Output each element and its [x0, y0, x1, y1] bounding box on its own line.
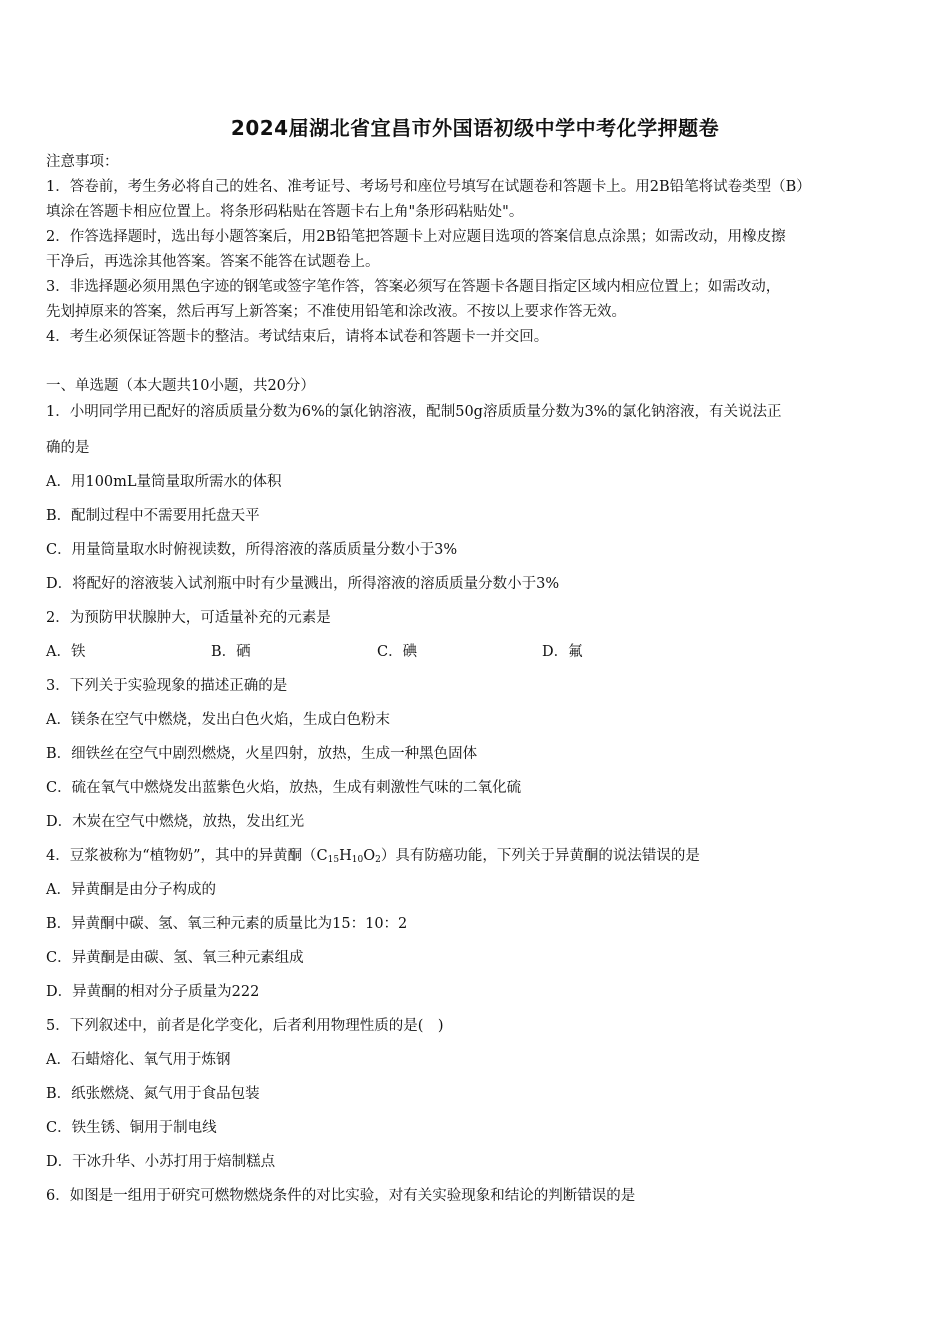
q4-sub-h: 10 — [351, 855, 364, 865]
q3-option-a: A．镁条在空气中燃烧，发出白色火焰，生成白色粉末 — [46, 712, 390, 728]
q2-option-d: D．氟 — [542, 644, 583, 660]
q4-stem-pre: 4．豆浆被称为“植物奶”，其中的异黄酮（C — [46, 848, 328, 864]
q4-option-d: D．异黄酮的相对分子质量为222 — [46, 984, 260, 1000]
q3-option-b: B．细铁丝在空气中剧烈燃烧，火星四射，放热，生成一种黑色固体 — [46, 746, 478, 762]
notice-line: 填涂在答题卡相应位置上。将条形码粘贴在答题卡右上角"条形码粘贴处"。 — [46, 204, 524, 220]
question-1-stem-cont: 确的是 — [46, 440, 90, 456]
q1-option-d: D．将配好的溶液装入试剂瓶中时有少量溅出，所得溶液的溶质质量分数小于3% — [46, 576, 560, 592]
q5-option-c: C．铁生锈、铜用于制电线 — [46, 1120, 217, 1136]
q4-stem-post: ）具有防癌功能，下列关于异黄酮的说法错误的是 — [380, 848, 700, 864]
notice-line: 先划掉原来的答案，然后再写上新答案；不准使用铅笔和涂改液。不按以上要求作答无效。 — [46, 304, 626, 320]
page-title: 2024届湖北省宜昌市外国语初级中学中考化学押题卷 — [230, 116, 720, 140]
question-1-stem: 1．小明同学用已配好的溶质质量分数为6%的氯化钠溶液，配制50g溶质质量分数为3%的氯化钠溶液，有关说法正 — [46, 404, 782, 420]
q1-option-a: A．用100mL量筒量取所需水的体积 — [46, 474, 282, 490]
q5-option-d: D．干冰升华、小苏打用于焙制糕点 — [46, 1154, 276, 1170]
question-4-stem — [46, 846, 700, 870]
q4-option-b: B．异黄酮中碳、氢、氧三种元素的质量比为15：10：2 — [46, 916, 408, 932]
notice-line: 1．答卷前，考生务必将自己的姓名、准考证号、考场号和座位号填写在试题卷和答题卡上。用2B铅笔将试卷类型（B） — [46, 179, 811, 195]
notice-line: 4．考生必须保证答题卡的整洁。考试结束后，请将本试卷和答题卡一并交回。 — [46, 329, 549, 345]
notice-line: 2．作答选择题时，选出每小题答案后，用2B铅笔把答题卡上对应题目选项的答案信息点涂黑；如需改动，用橡皮擦 — [46, 229, 786, 245]
q1-option-c: C．用量筒量取水时俯视读数，所得溶液的落质质量分数小于3% — [46, 542, 458, 558]
q4-elem-o: O — [363, 848, 376, 864]
question-6-stem: 6．如图是一组用于研究可燃物燃烧条件的对比实验，对有关实验现象和结论的判断错误的是 — [46, 1188, 636, 1204]
question-3-stem: 3．下列关于实验现象的描述正确的是 — [46, 678, 288, 694]
q2-option-b: B．硒 — [211, 644, 251, 660]
q5-option-b: B．纸张燃烧、氮气用于食品包装 — [46, 1086, 260, 1102]
q4-sub-c: 15 — [327, 855, 340, 865]
q4-option-c: C．异黄酮是由碳、氢、氧三种元素组成 — [46, 950, 304, 966]
q4-option-a: A．异黄酮是由分子构成的 — [46, 882, 216, 898]
q5-option-a: A．石蜡熔化、氧气用于炼钢 — [46, 1052, 231, 1068]
q4-elem-h: H — [339, 848, 352, 864]
notice-line: 3．非选择题必须用黑色字迹的钢笔或签字笔作答，答案必须写在答题卡各题目指定区域内相应位置上；如需改动， — [46, 279, 781, 295]
q3-option-d: D．木炭在空气中燃烧，放热，发出红光 — [46, 814, 305, 830]
notice-line: 干净后，再选涂其他答案。答案不能答在试题卷上。 — [46, 254, 380, 270]
notice-heading: 注意事项： — [46, 154, 119, 170]
q2-option-c: C．碘 — [377, 644, 418, 660]
q3-option-c: C．硫在氧气中燃烧发出蓝紫色火焰，放热，生成有刺激性气味的二氧化硫 — [46, 780, 522, 796]
q4-sub-o: 2 — [375, 855, 381, 865]
question-2-stem: 2．为预防甲状腺肿大，可适量补充的元素是 — [46, 610, 331, 626]
q1-option-b: B．配制过程中不需要用托盘天平 — [46, 508, 260, 524]
q2-option-a: A．铁 — [46, 644, 86, 660]
question-5-stem: 5．下列叙述中，前者是化学变化，后者利用物理性质的是( ) — [46, 1018, 444, 1034]
section-heading: 一、单选题（本大题共10小题，共20分） — [46, 378, 315, 394]
